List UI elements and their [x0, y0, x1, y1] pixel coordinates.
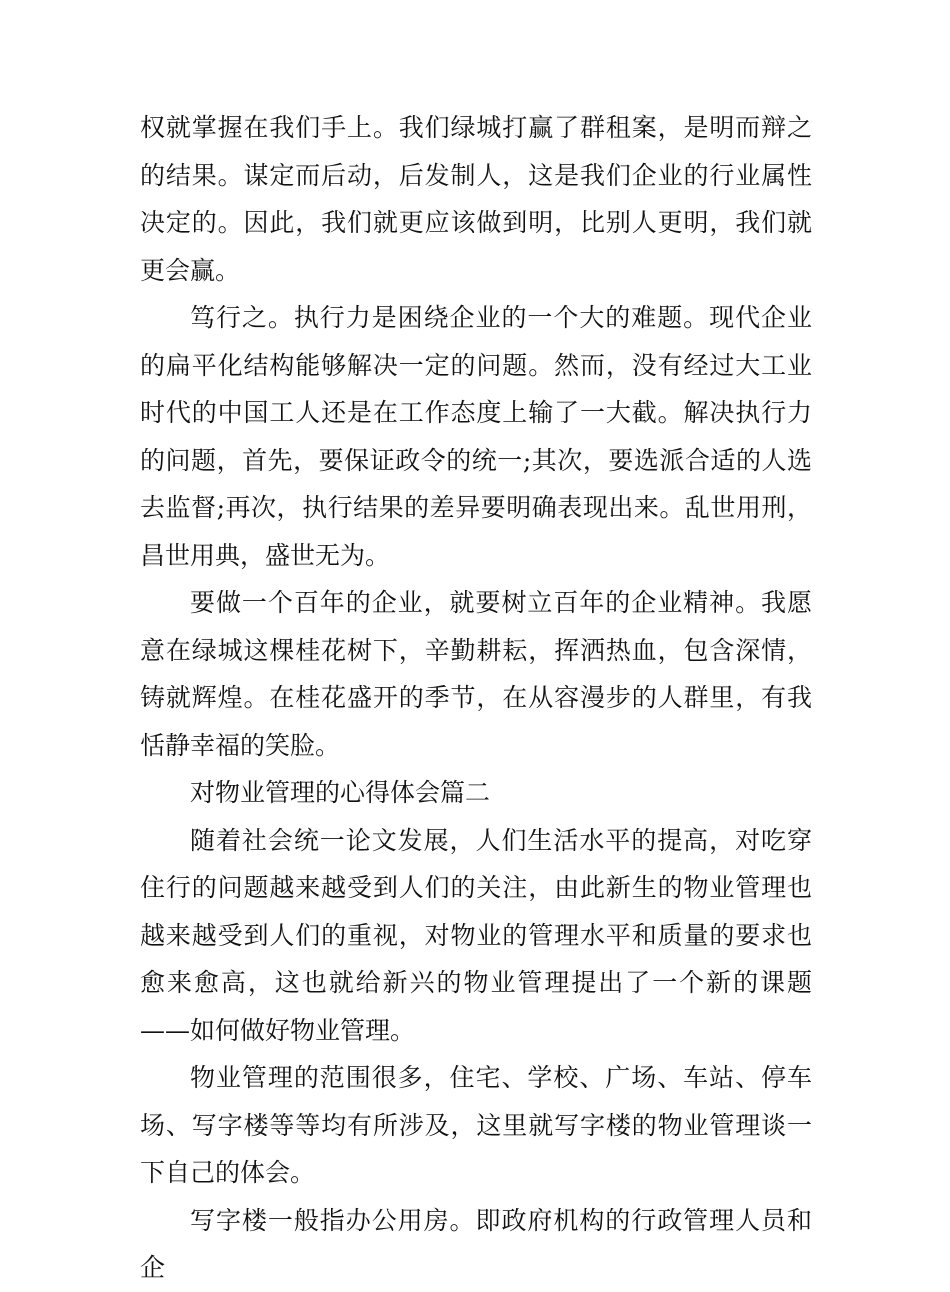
paragraph-execution: 笃行之。执行力是困绕企业的一个大的难题。现代企业的扁平化结构能够解决一定的问题。然而，没有经过大工业时代的中国工人还是在工作态度上输了一大截。解决执行力的问题，首先，要保证政令的统一;其次，要选派合适的人选去监督;再次，执行结果的差异要明确表现出来。乱世用刑，昌世用典，盛世无为。: [140, 303, 812, 570]
paragraph-property-scope: 物业管理的范围很多，住宅、学校、广场、车站、停车场、写字楼等等均有所涉及，这里就写字楼的物业管理谈一下自己的体会。: [140, 1063, 812, 1187]
section-heading: 对物业管理的心得体会篇二: [190, 778, 491, 807]
paragraph-office-building: 写字楼一般指办公用房。即政府机构的行政管理人员和企: [140, 1205, 812, 1282]
paragraph-continuation: 权就掌握在我们手上。我们绿城打赢了群租案，是明而辩之的结果。谋定而后动，后发制人，这是我们企业的行业属性决定的。因此，我们就更应该做到明，比别人更明，我们就更会赢。: [140, 113, 812, 285]
document-body: [140, 104, 812, 1292]
paragraph-property-intro: 随着社会统一论文发展，人们生活水平的提高，对吃穿住行的问题越来越受到人们的关注，由此新生的物业管理也越来越受到人们的重视，对物业的管理水平和质量的要求也愈来愈高，这也就给新兴的物业管理提出了一个新的课题——如何做好物业管理。: [140, 825, 812, 1045]
paragraph-century-enterprise: 要做一个百年的企业，就要树立百年的企业精神。我愿意在绿城这棵桂花树下，辛勤耕耘，挥洒热血，包含深情，铸就辉煌。在桂花盛开的季节，在从容漫步的人群里，有我恬静幸福的笑脸。: [140, 588, 812, 760]
